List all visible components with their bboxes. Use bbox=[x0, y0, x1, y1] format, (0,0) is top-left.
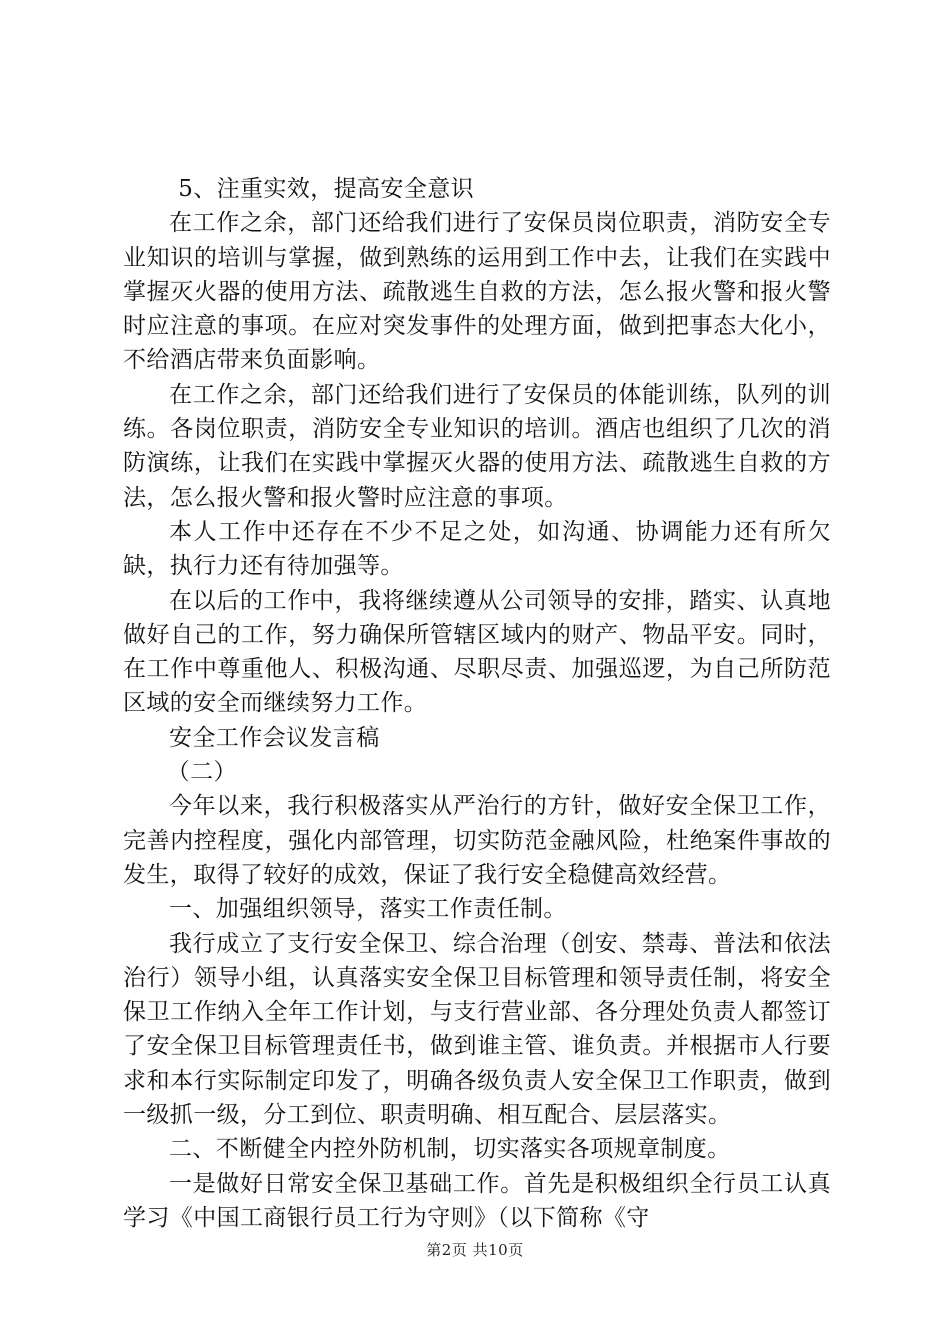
speech-part-number: （二） bbox=[166, 759, 237, 786]
document-body bbox=[123, 172, 831, 1235]
section-heading-one: 一、加强组织领导，落实工作责任制。 bbox=[169, 896, 567, 923]
section-heading-two: 二、不断健全内控外防机制，切实落实各项规章制度。 bbox=[169, 1136, 731, 1163]
paragraph-daily-security: 一是做好日常安全保卫基础工作。首先是积极组织全行员工认真学习《中国工商银行员工行为守则》（以下简称《守 bbox=[123, 1170, 831, 1231]
paragraph-this-year: 今年以来，我行积极落实从严治行的方针，做好安全保卫工作，完善内控程度，强化内部管理，切实防范金融风险，杜绝案件事故的发生，取得了较好的成效，保证了我行安全稳健高效经营。 bbox=[123, 793, 831, 888]
paragraph-shortcomings: 本人工作中还存在不少不足之处，如沟通、协调能力还有所欠缺，执行力还有待加强等。 bbox=[123, 518, 831, 580]
paragraph-physical-training: 在工作之余，部门还给我们进行了安保员的体能训练，队列的训练。各岗位职责，消防安全专业知识的培训。酒店也组织了几次的消防演练，让我们在实践中掌握灭火器的使用方法、疏散逃生自救的方法，怎么报火警和报火警时应注意的事项。 bbox=[123, 381, 831, 511]
page-footer: 第2页 共10页 bbox=[426, 1241, 524, 1259]
paragraph-leadership-group: 我行成立了支行安全保卫、综合治理（创安、禁毒、普法和依法治行）领导小组，认真落实安全保卫目标管理和领导责任制，将安全保卫工作纳入全年工作计划，与支行营业部、各分理处负责人都签订了安全保卫目标管理责任书，做到谁主管、谁负责。并根据市人行要求和本行实际制定印发了，明确各级负责人安全保卫工作职责，做到一级抓一级，分工到位、职责明确、相互配合、层层落实。 bbox=[123, 930, 831, 1129]
speech-title: 安全工作会议发言稿 bbox=[169, 724, 380, 751]
paragraph-future-work: 在以后的工作中，我将继续遵从公司领导的安排，踏实、认真地做好自己的工作，努力确保所管辖区域内的财产、物品平安。同时，在工作中尊重他人、积极沟通、尽职尽责、加强巡逻，为自己所防范区域的安全而继续努力工作。 bbox=[123, 587, 831, 717]
section-heading-5: 5、注重实效，提高安全意识 bbox=[178, 176, 475, 202]
paragraph-training: 在工作之余，部门还给我们进行了安保员岗位职责，消防安全专业知识的培训与掌握，做到熟练的运用到工作中去，让我们在实践中掌握灭火器的使用方法、疏散逃生自救的方法，怎么报火警和报火警时应注意的事项。在应对突发事件的处理方面，做到把事态大化小，不给酒店带来负面影响。 bbox=[123, 210, 831, 374]
